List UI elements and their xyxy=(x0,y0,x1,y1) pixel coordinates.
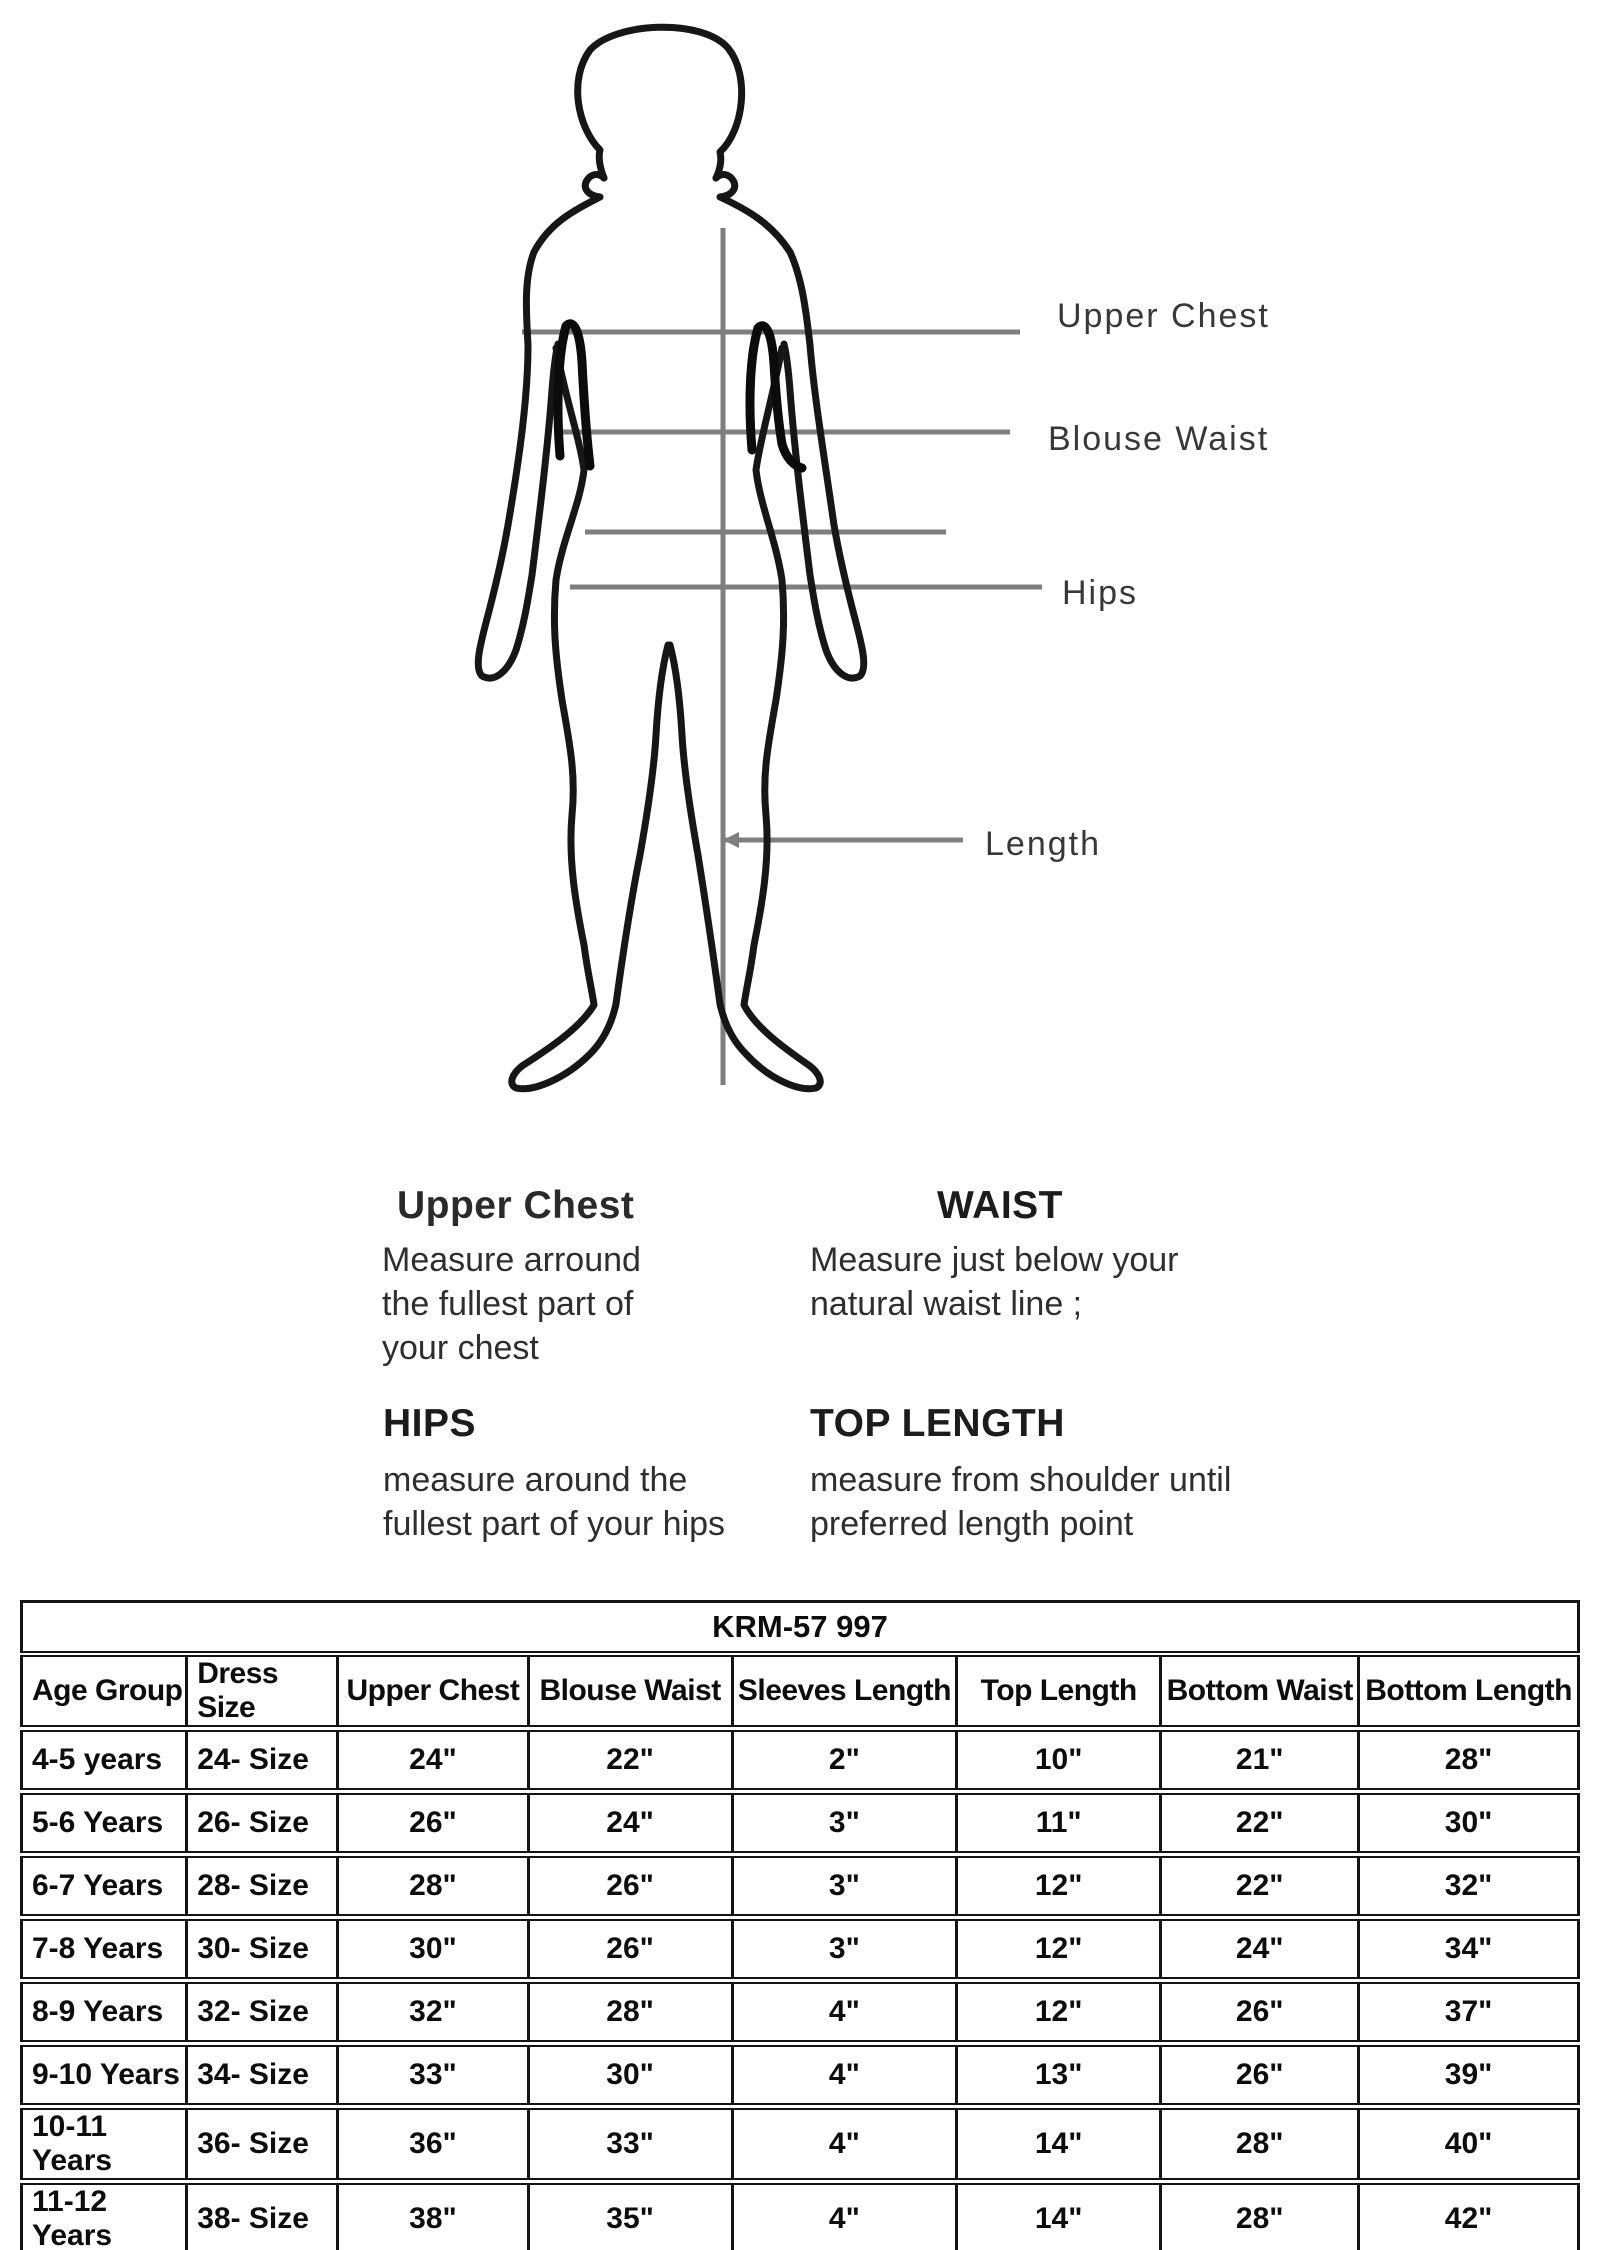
right-arm-outline xyxy=(716,175,864,679)
table-cell: 26" xyxy=(1161,1981,1359,2044)
table-cell: 14" xyxy=(957,2182,1161,2250)
size-table-body xyxy=(22,1729,1579,2250)
table-cell: 11" xyxy=(957,1792,1161,1855)
table-cell: 32- Size xyxy=(187,1981,338,2044)
table-cell: 4" xyxy=(732,2182,956,2250)
table-cell: 36- Size xyxy=(187,2107,338,2182)
table-cell: 28" xyxy=(1161,2182,1359,2250)
table-cell: 36" xyxy=(338,2107,528,2182)
table-row xyxy=(22,1792,1579,1855)
table-cell: 28- Size xyxy=(187,1855,338,1918)
table-cell: 22" xyxy=(528,1729,732,1792)
section-text-top-length xyxy=(810,1458,1231,1546)
table-cell: 24- Size xyxy=(187,1729,338,1792)
section-text-line: your chest xyxy=(382,1329,539,1367)
table-cell: 4" xyxy=(732,1981,956,2044)
table-cell: 3" xyxy=(732,1918,956,1981)
table-cell: 12" xyxy=(957,1981,1161,2044)
column-header-upper-chest: Upper Chest xyxy=(338,1654,528,1729)
table-cell: 24" xyxy=(338,1729,528,1792)
section-text-line: measure from shoulder until xyxy=(810,1461,1232,1499)
table-cell: 37" xyxy=(1359,1981,1579,2044)
table-cell: 4" xyxy=(732,2107,956,2182)
table-cell: 26" xyxy=(1161,2044,1359,2107)
table-cell: 32" xyxy=(338,1981,528,2044)
table-cell: 28" xyxy=(1161,2107,1359,2182)
table-row xyxy=(22,1855,1579,1918)
table-cell: 5-6 Years xyxy=(22,1792,187,1855)
table-cell: 39" xyxy=(1359,2044,1579,2107)
table-cell: 35" xyxy=(528,2182,732,2250)
figure-label-upper-chest: Upper Chest xyxy=(1057,297,1270,335)
column-header-dress-size: Dress Size xyxy=(187,1654,338,1729)
figure-label-hips: Hips xyxy=(1062,574,1139,612)
table-cell: 6-7 Years xyxy=(22,1855,187,1918)
table-cell: 34- Size xyxy=(187,2044,338,2107)
left-armpit-crease xyxy=(558,324,590,466)
table-cell: 10-11 Years xyxy=(22,2107,187,2182)
table-cell: 26" xyxy=(338,1792,528,1855)
table-cell: 21" xyxy=(1161,1729,1359,1792)
section-text-hips xyxy=(383,1458,725,1546)
table-cell: 26" xyxy=(528,1855,732,1918)
table-cell: 30" xyxy=(528,2044,732,2107)
column-header-bottom-length: Bottom Length xyxy=(1359,1654,1579,1729)
figure-label-length: Length xyxy=(985,825,1101,863)
table-title-row xyxy=(22,1602,1579,1655)
table-cell: 28" xyxy=(1359,1729,1579,1792)
table-cell: 9-10 Years xyxy=(22,2044,187,2107)
table-row xyxy=(22,2107,1579,2182)
table-cell: 12" xyxy=(957,1855,1161,1918)
table-cell: 30" xyxy=(1359,1792,1579,1855)
section-text-line: measure around the xyxy=(383,1461,688,1499)
table-row xyxy=(22,1981,1579,2044)
table-cell: 33" xyxy=(338,2044,528,2107)
section-heading-upper-chest: Upper Chest xyxy=(397,1184,635,1227)
table-cell: 13" xyxy=(957,2044,1161,2107)
table-title: KRM-57 997 xyxy=(22,1602,1579,1655)
table-cell: 30- Size xyxy=(187,1918,338,1981)
table-cell: 28" xyxy=(528,1981,732,2044)
section-text-waist xyxy=(810,1238,1179,1326)
table-cell: 38- Size xyxy=(187,2182,338,2250)
section-text-line: the fullest part of xyxy=(382,1285,634,1323)
column-header-top-length: Top Length xyxy=(957,1654,1161,1729)
section-text-line: fullest part of your hips xyxy=(383,1505,726,1543)
table-row xyxy=(22,2182,1579,2250)
table-cell: 10" xyxy=(957,1729,1161,1792)
body-outline xyxy=(478,27,864,1088)
table-cell: 24" xyxy=(528,1792,732,1855)
table-cell: 33" xyxy=(528,2107,732,2182)
table-cell: 2" xyxy=(732,1729,956,1792)
table-cell: 8-9 Years xyxy=(22,1981,187,2044)
column-header-bottom-waist: Bottom Waist xyxy=(1161,1654,1359,1729)
column-header-sleeves-length: Sleeves Length xyxy=(732,1654,956,1729)
table-cell: 7-8 Years xyxy=(22,1918,187,1981)
table-cell: 42" xyxy=(1359,2182,1579,2250)
section-text-line: Measure arround xyxy=(382,1241,641,1279)
table-cell: 3" xyxy=(732,1792,956,1855)
section-text-line: Measure just below your xyxy=(810,1241,1179,1279)
table-cell: 40" xyxy=(1359,2107,1579,2182)
section-heading-top-length: TOP LENGTH xyxy=(810,1402,1065,1445)
section-heading-hips: HIPS xyxy=(383,1402,477,1445)
table-cell: 4" xyxy=(732,2044,956,2107)
table-cell: 32" xyxy=(1359,1855,1579,1918)
table-cell: 30" xyxy=(338,1918,528,1981)
table-cell: 22" xyxy=(1161,1855,1359,1918)
table-cell: 24" xyxy=(1161,1918,1359,1981)
section-text-upper-chest xyxy=(382,1238,641,1370)
section-heading-waist: WAIST xyxy=(937,1184,1063,1227)
table-header-row xyxy=(22,1654,1579,1729)
table-cell: 28" xyxy=(338,1855,528,1918)
table-cell: 11-12 Years xyxy=(22,2182,187,2250)
table-cell: 3" xyxy=(732,1855,956,1918)
column-header-blouse-waist: Blouse Waist xyxy=(528,1654,732,1729)
table-cell: 4-5 years xyxy=(22,1729,187,1792)
table-cell: 22" xyxy=(1161,1792,1359,1855)
table-row xyxy=(22,1729,1579,1792)
head-outline xyxy=(578,27,742,178)
table-cell: 34" xyxy=(1359,1918,1579,1981)
section-text-line: preferred length point xyxy=(810,1505,1134,1543)
column-header-age-group: Age Group xyxy=(22,1654,187,1729)
table-cell: 26" xyxy=(528,1918,732,1981)
table-cell: 26- Size xyxy=(187,1792,338,1855)
figure-label-blouse-waist: Blouse Waist xyxy=(1048,420,1270,458)
size-chart-table xyxy=(20,1600,1580,2250)
table-row xyxy=(22,1918,1579,1981)
table-cell: 12" xyxy=(957,1918,1161,1981)
table-cell: 14" xyxy=(957,2107,1161,2182)
table-cell: 38" xyxy=(338,2182,528,2250)
table-row xyxy=(22,2044,1579,2107)
section-text-line: natural waist line ; xyxy=(810,1285,1083,1323)
